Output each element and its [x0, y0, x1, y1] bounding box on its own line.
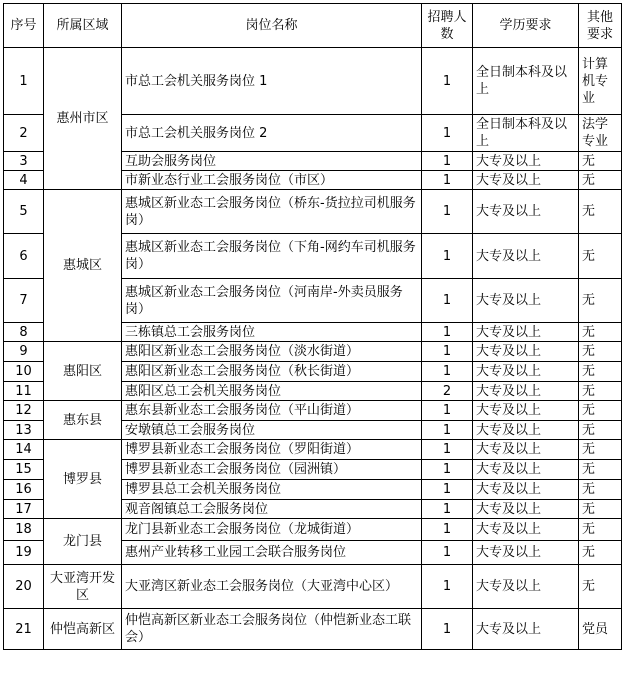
education-requirement: 大专及以上: [473, 440, 579, 460]
table-row: [4, 609, 622, 650]
table-row: [4, 48, 622, 115]
recruit-count: 1: [422, 152, 473, 171]
position-name: 惠阳区总工会机关服务岗位: [122, 382, 422, 401]
row-seq: 14: [4, 440, 44, 460]
recruit-count: 1: [422, 234, 473, 279]
recruit-count: 1: [422, 460, 473, 480]
position-name: 三栋镇总工会服务岗位: [122, 323, 422, 342]
table-row: [4, 519, 622, 541]
row-seq: 9: [4, 342, 44, 362]
education-requirement: 大专及以上: [473, 382, 579, 401]
position-name: 惠东县新业态工会服务岗位（平山街道）: [122, 401, 422, 421]
recruit-count: 2: [422, 382, 473, 401]
recruit-count: 1: [422, 541, 473, 565]
education-requirement: 大专及以上: [473, 152, 579, 171]
row-seq: 7: [4, 279, 44, 323]
recruit-count: 1: [422, 342, 473, 362]
education-requirement: 全日制本科及以上: [473, 48, 579, 115]
area-cell: 仲恺高新区: [44, 609, 122, 650]
other-requirement: 无: [579, 460, 622, 480]
other-requirement: 无: [579, 565, 622, 609]
position-name: 惠城区新业态工会服务岗位（河南岸-外卖员服务岗）: [122, 279, 422, 323]
area-cell: 惠州市区: [44, 48, 122, 190]
area-cell: 惠阳区: [44, 342, 122, 401]
row-seq: 5: [4, 190, 44, 234]
education-requirement: 大专及以上: [473, 541, 579, 565]
row-seq: 10: [4, 362, 44, 382]
education-requirement: 大专及以上: [473, 342, 579, 362]
row-seq: 12: [4, 401, 44, 421]
position-name: 博罗县新业态工会服务岗位（园洲镇）: [122, 460, 422, 480]
other-requirement: 无: [579, 480, 622, 500]
recruit-count: 1: [422, 440, 473, 460]
education-requirement: 大专及以上: [473, 362, 579, 382]
recruit-count: 1: [422, 323, 473, 342]
position-name: 市新业态行业工会服务岗位（市区）: [122, 171, 422, 190]
row-seq: 16: [4, 480, 44, 500]
recruit-count: 1: [422, 565, 473, 609]
education-requirement: 大专及以上: [473, 421, 579, 440]
recruit-count: 1: [422, 115, 473, 152]
area-cell: 惠东县: [44, 401, 122, 440]
position-name: 惠城区新业态工会服务岗位（下角-网约车司机服务岗）: [122, 234, 422, 279]
position-name: 惠州产业转移工业园工会联合服务岗位: [122, 541, 422, 565]
education-requirement: 大专及以上: [473, 190, 579, 234]
recruit-count: 1: [422, 48, 473, 115]
other-requirement: 无: [579, 323, 622, 342]
position-name: 惠阳区新业态工会服务岗位（秋长街道）: [122, 362, 422, 382]
position-name: 大亚湾区新业态工会服务岗位（大亚湾中心区）: [122, 565, 422, 609]
table-row: [4, 565, 622, 609]
education-requirement: 大专及以上: [473, 234, 579, 279]
education-requirement: 大专及以上: [473, 609, 579, 650]
other-requirement: 无: [579, 382, 622, 401]
other-requirement: 无: [579, 171, 622, 190]
row-seq: 4: [4, 171, 44, 190]
recruit-count: 1: [422, 362, 473, 382]
education-requirement: 大专及以上: [473, 565, 579, 609]
education-requirement: 大专及以上: [473, 460, 579, 480]
other-requirement: 党员: [579, 609, 622, 650]
education-requirement: 大专及以上: [473, 500, 579, 519]
recruit-count: 1: [422, 279, 473, 323]
area-cell: 惠城区: [44, 190, 122, 342]
position-name: 市总工会机关服务岗位 2: [122, 115, 422, 152]
position-name: 市总工会机关服务岗位 1: [122, 48, 422, 115]
position-name: 博罗县总工会机关服务岗位: [122, 480, 422, 500]
header-seq: 序号: [4, 4, 44, 48]
recruit-count: 1: [422, 500, 473, 519]
row-seq: 19: [4, 541, 44, 565]
recruit-count: 1: [422, 421, 473, 440]
position-name: 惠阳区新业态工会服务岗位（淡水街道）: [122, 342, 422, 362]
other-requirement: 无: [579, 519, 622, 541]
recruitment-table: [3, 3, 622, 650]
education-requirement: 大专及以上: [473, 323, 579, 342]
row-seq: 15: [4, 460, 44, 480]
row-seq: 3: [4, 152, 44, 171]
other-requirement: 无: [579, 342, 622, 362]
other-requirement: 无: [579, 279, 622, 323]
header-education: 学历要求: [473, 4, 579, 48]
position-name: 惠城区新业态工会服务岗位（桥东-货拉拉司机服务岗）: [122, 190, 422, 234]
education-requirement: 大专及以上: [473, 519, 579, 541]
recruit-count: 1: [422, 609, 473, 650]
other-requirement: 无: [579, 440, 622, 460]
header-other: 其他要求: [579, 4, 622, 48]
position-name: 博罗县新业态工会服务岗位（罗阳街道）: [122, 440, 422, 460]
area-cell: 博罗县: [44, 440, 122, 519]
position-name: 互助会服务岗位: [122, 152, 422, 171]
other-requirement: 无: [579, 152, 622, 171]
recruit-count: 1: [422, 519, 473, 541]
table-body: [4, 4, 622, 650]
area-cell: 龙门县: [44, 519, 122, 565]
row-seq: 8: [4, 323, 44, 342]
area-cell: 大亚湾开发区: [44, 565, 122, 609]
row-seq: 18: [4, 519, 44, 541]
position-name: 安墩镇总工会服务岗位: [122, 421, 422, 440]
table-row: [4, 190, 622, 234]
other-requirement: 无: [579, 541, 622, 565]
other-requirement: 无: [579, 190, 622, 234]
row-seq: 1: [4, 48, 44, 115]
education-requirement: 大专及以上: [473, 401, 579, 421]
other-requirement: 无: [579, 401, 622, 421]
recruit-count: 1: [422, 401, 473, 421]
row-seq: 6: [4, 234, 44, 279]
education-requirement: 大专及以上: [473, 171, 579, 190]
row-seq: 2: [4, 115, 44, 152]
education-requirement: 全日制本科及以上: [473, 115, 579, 152]
row-seq: 21: [4, 609, 44, 650]
table-row: [4, 440, 622, 460]
other-requirement: 无: [579, 234, 622, 279]
education-requirement: 大专及以上: [473, 279, 579, 323]
other-requirement: 法学专业: [579, 115, 622, 152]
other-requirement: 无: [579, 500, 622, 519]
recruitment-table-container: [3, 3, 622, 650]
recruit-count: 1: [422, 480, 473, 500]
table-row: [4, 342, 622, 362]
row-seq: 17: [4, 500, 44, 519]
row-seq: 20: [4, 565, 44, 609]
header-position: 岗位名称: [122, 4, 422, 48]
other-requirement: 计算机专业: [579, 48, 622, 115]
position-name: 龙门县新业态工会服务岗位（龙城街道）: [122, 519, 422, 541]
recruit-count: 1: [422, 190, 473, 234]
recruit-count: 1: [422, 171, 473, 190]
header-area: 所属区域: [44, 4, 122, 48]
education-requirement: 大专及以上: [473, 480, 579, 500]
other-requirement: 无: [579, 362, 622, 382]
position-name: 观音阁镇总工会服务岗位: [122, 500, 422, 519]
header-count: 招聘人数: [422, 4, 473, 48]
table-row: [4, 401, 622, 421]
header-row: [4, 4, 622, 48]
other-requirement: 无: [579, 421, 622, 440]
row-seq: 11: [4, 382, 44, 401]
position-name: 仲恺高新区新业态工会服务岗位（仲恺新业态工联会）: [122, 609, 422, 650]
row-seq: 13: [4, 421, 44, 440]
